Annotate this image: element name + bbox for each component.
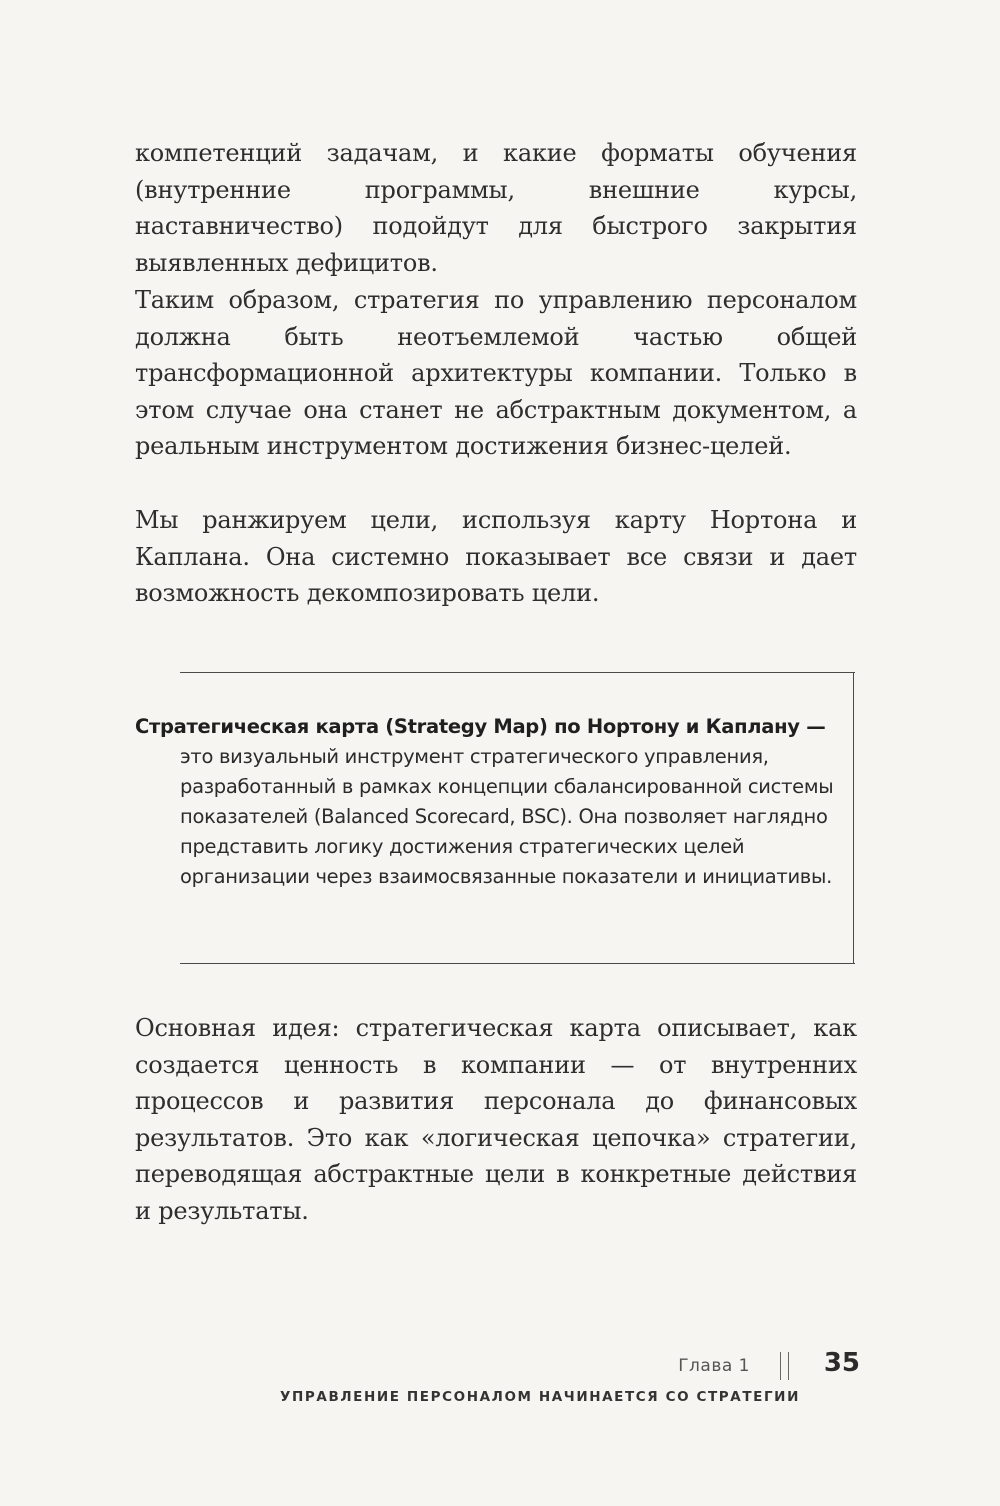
definition-box-bottom-border <box>180 963 855 964</box>
paragraph-3: Мы ранжируем цели, используя карту Нортона и Каплана. Она системно показывает все связи и дает возможность декомпозировать цели. <box>135 506 857 607</box>
page-number: 35 <box>823 1348 860 1378</box>
paragraph-4: Основная идея: стратегическая карта описывает, как создается ценность в компании — от внутренних процессов и развития персонала до финансовых результатов. Это как «логическая цепочка» стратегии, переводящая абстрактные цели в конкретные действия и результаты. <box>135 1014 857 1225</box>
definition-box-top-border <box>180 672 855 673</box>
footer-chapter-label: Глава 1 <box>678 1356 750 1376</box>
definition-box <box>135 712 835 892</box>
footer-separator <box>780 1352 790 1380</box>
definition-box-right-border <box>853 672 854 964</box>
footer-chapter-title: УПРАВЛЕНИЕ ПЕРСОНАЛОМ НАЧИНАЕТСЯ СО СТРАТЕГИИ <box>280 1389 800 1405</box>
paragraph-1: компетенций задачам, и какие форматы обучения (внутренние программы, внешние курсы, наставничество) подойдут для быстрого закрытия выявленных дефицитов. <box>135 139 857 277</box>
definition-term: Стратегическая карта (Strategy Map) по Нортону и Каплану — <box>135 715 826 738</box>
paragraph-2: Таким образом, стратегия по управлению персоналом должна быть неотъемлемой частью общей трансформационной архитектуры компании. Только в этом случае она станет не абстрактным документом, а реальным инструментом достижения бизнес-целей. <box>135 286 857 460</box>
definition-body: это визуальный инструмент стратегического управления, разработанный в рамках концепции сбалансированной системы показателей (Balanced Scorecard, BSC). Она позволяет наглядно представить логику достижения стратегических целей организации через взаимосвязанные показатели и инициативы. <box>180 745 834 888</box>
